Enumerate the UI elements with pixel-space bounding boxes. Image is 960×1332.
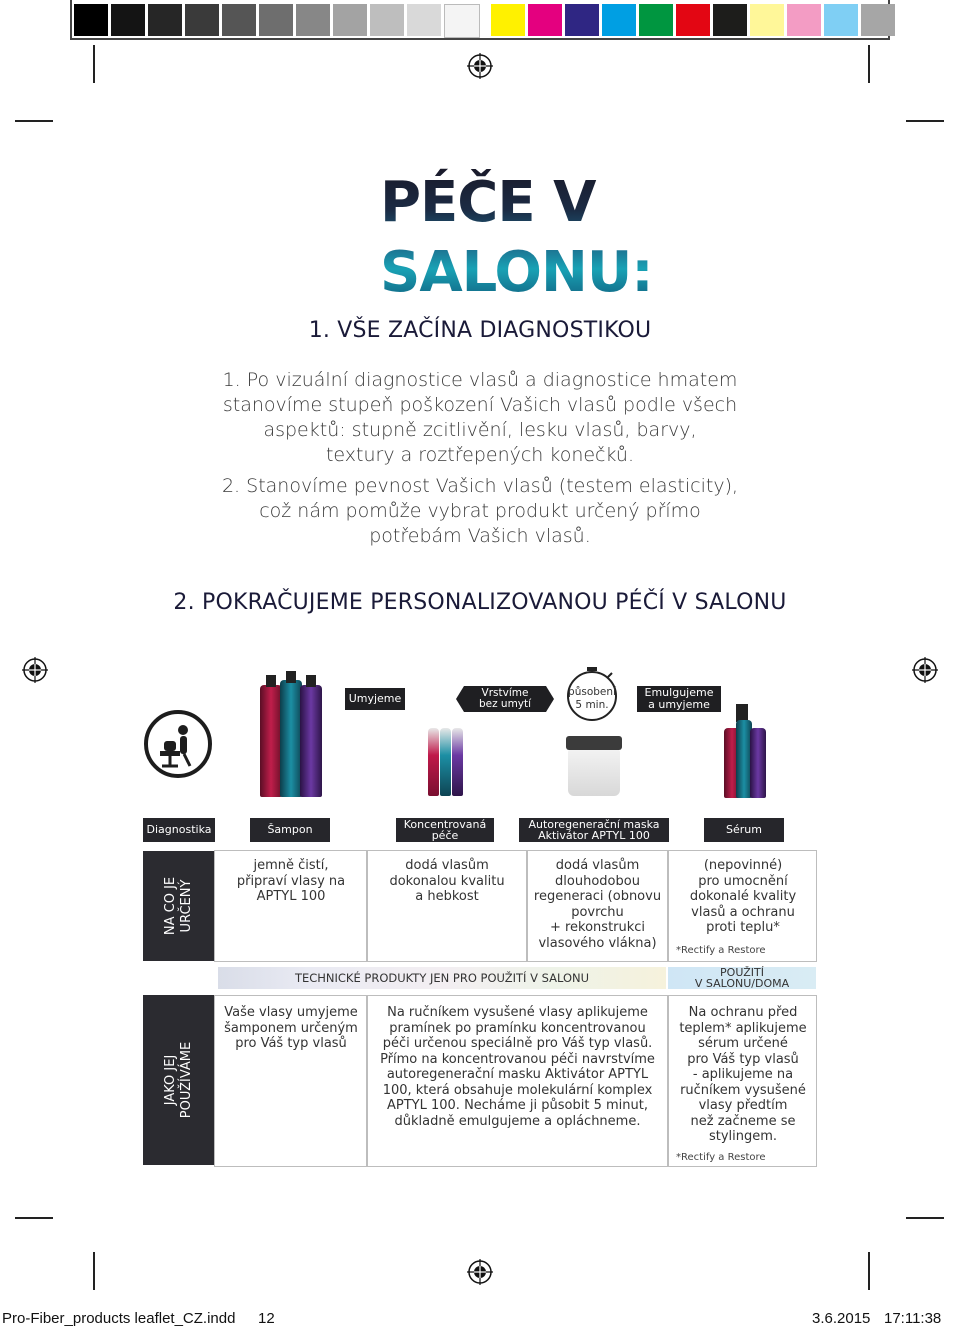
- cell-line: povrchu: [571, 904, 624, 920]
- label-purpose-line1: NA CO JE: [163, 876, 178, 936]
- category-serum: Sérum: [704, 818, 784, 842]
- cell-line: regeneraci (obnovu: [533, 889, 662, 904]
- step-layer-line1: Vrstvíme: [481, 687, 529, 699]
- category-maska-line2: Aktivátor APTYL 100: [538, 829, 650, 842]
- salon-chair-icon: [142, 708, 214, 780]
- technical-products-label: TECHNICKÉ PRODUKTY JEN PRO POUŽITÍ V SALONU: [294, 971, 590, 985]
- cell-line: pro Váš typ vlasů: [687, 1051, 799, 1067]
- shampoo-bottles-image: [256, 675, 326, 800]
- color-swatch: [222, 4, 256, 36]
- paragraph-line: aspektů: stupně zcitlivění, lesku vlasů, barvy,: [263, 419, 697, 441]
- cell-line: ručníkem vysušené: [680, 1082, 806, 1098]
- cell-line: šamponem určeným: [224, 1020, 358, 1036]
- usage-line1: POUŽITÍ: [720, 966, 764, 979]
- color-swatch: [185, 4, 219, 36]
- category-diagnostika: Diagnostika: [143, 818, 215, 842]
- footnote: *Rectify a Restore: [676, 1152, 766, 1163]
- cell-line: pro umocnění: [698, 873, 788, 889]
- cell-line: (nepovinné): [703, 858, 783, 873]
- cell-line: APTYL 100: [256, 889, 326, 904]
- cell-line: jemně čistí,: [253, 858, 329, 873]
- color-swatch: [861, 4, 895, 36]
- crop-mark: [906, 1217, 944, 1219]
- color-swatch: [750, 4, 784, 36]
- color-swatch: [370, 4, 404, 36]
- cell-line: proti teplu*: [706, 920, 780, 935]
- category-koncentrovana-line1: Koncentrovaná: [403, 818, 487, 831]
- label-usage: [143, 995, 215, 1165]
- usage-line2: V SALONU/DOMA: [694, 977, 790, 990]
- label-purpose: [143, 851, 215, 961]
- cell-line: 100, která obsahuje molekulární komplex: [382, 1082, 653, 1098]
- color-swatch: [528, 4, 562, 36]
- color-swatch: [444, 4, 480, 38]
- paragraph-line: textury a roztřepených konečků.: [325, 444, 635, 466]
- purpose-concentrate: [368, 858, 526, 905]
- label-usage-line1: JAKO JEJ: [163, 1054, 178, 1106]
- cell-line: vlasového vlákna): [538, 935, 657, 951]
- crop-mark: [868, 45, 870, 83]
- cell-line: připraví vlasy na: [236, 873, 346, 889]
- color-swatch: [333, 4, 367, 36]
- step-emulsify-line1: Emulgujeme: [644, 686, 714, 699]
- purpose-mask: [528, 858, 667, 951]
- color-swatch: [111, 4, 145, 36]
- color-swatch: [259, 4, 293, 36]
- registration-mark-icon: [912, 657, 938, 683]
- paragraph-line: což nám pomůže vybrat produkt určený přímo: [259, 500, 701, 522]
- concentrate-tubes-image: [426, 728, 466, 798]
- color-swatch: [713, 4, 747, 36]
- cell-line: dodá vlasům: [405, 858, 489, 873]
- step-layer: [456, 686, 554, 712]
- step-wash: Umyjeme: [345, 688, 405, 710]
- cell-line: dlouhodobou: [555, 873, 640, 889]
- usage-banner: [668, 967, 816, 989]
- category-maska: [519, 818, 669, 842]
- paragraph-line: 1. Po vizuální diagnostice vlasů a diagnostice hmatem: [222, 369, 738, 391]
- color-swatch: [296, 4, 330, 36]
- cell-line: - aplikujeme na: [692, 1067, 794, 1082]
- footnote: *Rectify a Restore: [676, 945, 766, 956]
- crop-mark: [868, 1252, 870, 1290]
- color-swatch: [787, 4, 821, 36]
- color-swatch: [602, 4, 636, 36]
- cell-line: dokonalou kvalitu: [389, 873, 505, 889]
- usage-shampoo: [216, 1005, 366, 1052]
- step-layer-line2: bez umytí: [478, 698, 532, 710]
- label-usage-line2: POUŽÍVÁME: [179, 1041, 194, 1119]
- cell-line: péči určenou speciálně pro Váš typ vlasů.: [382, 1036, 653, 1051]
- category-koncentrovana-line2: péče: [431, 829, 459, 842]
- cell-line: Vaše vlasy umyjeme: [224, 1005, 358, 1020]
- category-maska-line1: Autoregenerační maska: [528, 818, 660, 831]
- crop-mark: [93, 45, 95, 83]
- section-2-heading: 2. POKRAČUJEME PERSONALIZOVANOU PÉČÍ V SALONU: [173, 590, 787, 615]
- cell-line: než začneme se: [690, 1113, 796, 1129]
- cell-line: sérum určené: [698, 1036, 788, 1051]
- cell-line: a hebkost: [415, 889, 479, 904]
- registration-mark-icon: [467, 53, 493, 79]
- mask-jar-image: [566, 736, 622, 798]
- label-purpose-line2: URČENÝ: [179, 879, 194, 933]
- color-swatch: [565, 4, 599, 36]
- timer-label-line1: působení: [568, 686, 616, 698]
- usage-treatment: [368, 1005, 667, 1129]
- cell-line: teplem* aplikujeme: [679, 1020, 807, 1036]
- serum-bottles-image: [722, 704, 770, 800]
- footer-date: 3.6.2015: [812, 1310, 871, 1327]
- diagnostics-paragraph: [150, 368, 810, 549]
- color-swatch: [74, 4, 108, 36]
- cell-line: Na ochranu před: [688, 1005, 798, 1020]
- color-swatch: [639, 4, 673, 36]
- cell-line: Na ručníkem vysušené vlasy aplikujeme: [387, 1005, 648, 1020]
- usage-serum: [669, 1005, 817, 1145]
- purpose-serum: [669, 858, 817, 936]
- color-swatch: [491, 4, 525, 36]
- timer-label-line2: 5 min.: [575, 699, 609, 711]
- color-swatch: [407, 4, 441, 36]
- cell-line: autoregenerační masku Aktivátor APTYL: [386, 1067, 649, 1082]
- cell-line: Přímo na koncentrovanou péči navrstvíme: [380, 1051, 655, 1067]
- paragraph-line: 2. Stanovíme pevnost Vašich vlasů (testem elasticity),: [221, 475, 739, 497]
- step-emulsify: [637, 686, 721, 712]
- paragraph-line: stanovíme stupeň poškození Vašich vlasů podle všech: [222, 394, 738, 416]
- footer-page-number: 12: [258, 1310, 275, 1327]
- color-swatch: [676, 4, 710, 36]
- crop-mark: [93, 1252, 95, 1290]
- technical-products-banner: [218, 967, 666, 989]
- category-sampon: Šampon: [250, 818, 330, 842]
- purpose-shampoo: [216, 858, 366, 905]
- cell-line: pro Váš typ vlasů: [235, 1036, 347, 1051]
- cell-line: dokonalé kvality: [689, 889, 797, 904]
- cell-line: dodá vlasům: [555, 858, 640, 873]
- page-title: PÉČE V SALONU:: [380, 168, 825, 308]
- cell-line: vlasů a ochranu: [691, 904, 795, 920]
- cell-line: stylingem.: [708, 1129, 778, 1144]
- footer-time: 17:11:38: [884, 1310, 942, 1327]
- stopwatch-icon: [562, 666, 622, 722]
- cell-line: vlasy předtím: [698, 1098, 788, 1113]
- category-koncentrovana: [396, 818, 494, 842]
- cell-line: důkladně emulgujeme a opláchneme.: [394, 1113, 641, 1129]
- crop-mark: [906, 120, 944, 122]
- crop-mark: [15, 1217, 53, 1219]
- footer-filename: Pro-Fiber_products leaflet_CZ.indd: [2, 1310, 236, 1327]
- registration-mark-icon: [22, 657, 48, 683]
- color-swatch: [148, 4, 182, 36]
- registration-mark-icon: [467, 1259, 493, 1285]
- cell-line: APTYL 100. Necháme ji působit 5 minut,: [387, 1098, 648, 1113]
- paragraph-line: potřebám Vašich vlasů.: [369, 525, 591, 547]
- step-emulsify-line2: a umyjeme: [648, 698, 710, 711]
- section-1-heading: 1. VŠE ZAČÍNA DIAGNOSTIKOU: [308, 318, 652, 343]
- cell-line: + rekonstrukci: [549, 920, 646, 935]
- crop-mark: [15, 120, 53, 122]
- color-swatch: [824, 4, 858, 36]
- cell-line: pramínek po pramínku koncentrovanou: [389, 1020, 646, 1036]
